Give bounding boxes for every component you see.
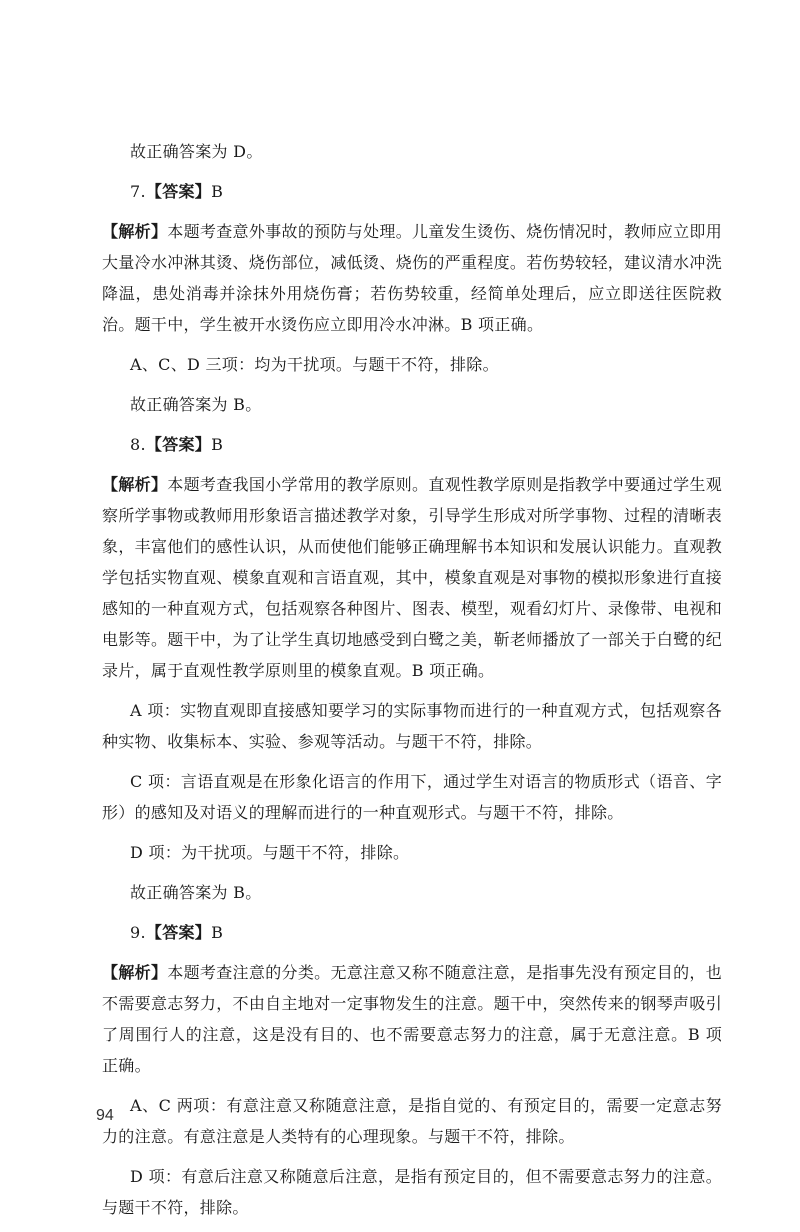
analysis-text: 本题考查意外事故的预防与处理。儿童发生烫伤、烧伤情况时，教师应立即用大量冷水冲淋其烫、烧伤部位，减低烫、烧伤的严重程度。若伤势较轻，建议清水冲洗降温，患处消毒并涂抹外用烧伤膏；若伤势较重，经简单处理后，应立即送往医院救治。题干中，学生被开水烫伤应立即用冷水冲淋。B 项正确。 (102, 222, 722, 334)
bracket-close: 】 (194, 923, 212, 942)
analysis-label: 解析 (118, 222, 151, 241)
paragraph-text: D 项：有意后注意又称随意后注意，是指有预定目的，但不需要意志努力的注意。与题干不符，排除。 (102, 1167, 722, 1217)
answer-label: 答案 (162, 923, 195, 942)
answer-line-7 (102, 176, 722, 207)
body-text (102, 136, 722, 1232)
bracket-close: 】 (194, 435, 212, 454)
paragraph (102, 349, 722, 380)
answer-label: 答案 (162, 435, 195, 454)
answer-line-8 (102, 429, 722, 460)
bracket-open: 【 (102, 963, 119, 982)
paragraph-text: D 项：为干扰项。与题干不符，排除。 (130, 843, 410, 862)
answer-value: B (211, 182, 224, 201)
paragraph (102, 766, 722, 828)
answer-line-9 (102, 917, 722, 948)
paragraph (102, 1090, 722, 1152)
question-number: 9. (130, 923, 146, 942)
analysis-paragraph-9 (102, 957, 722, 1081)
analysis-text: 本题考查注意的分类。无意注意又称不随意注意，是指事先没有预定目的，也不需要意志努力，不由自主地对一定事物发生的注意。题干中，突然传来的钢琴声吸引了周围行人的注意，这是没有目的、也不需要意志努力的注意，属于无意注意。B 项正确。 (102, 963, 722, 1075)
paragraph-text: 故正确答案为 D。 (130, 142, 263, 161)
question-number: 7. (130, 182, 146, 201)
paragraph (102, 695, 722, 757)
answer-value: B (211, 923, 224, 942)
analysis-label: 解析 (118, 963, 151, 982)
page-number: 94 (96, 1107, 114, 1124)
bracket-open: 【 (145, 182, 163, 201)
paragraph (102, 136, 722, 167)
paragraph (102, 877, 722, 908)
bracket-open: 【 (102, 475, 119, 494)
question-number: 8. (130, 435, 146, 454)
bracket-close: 】 (194, 182, 212, 201)
analysis-label: 解析 (118, 475, 151, 494)
answer-label: 答案 (162, 182, 195, 201)
bracket-close: 】 (150, 222, 168, 241)
analysis-text: 本题考查我国小学常用的教学原则。直观性教学原则是指教学中要通过学生观察所学事物或教师用形象语言描述教学对象，引导学生形成对所学事物、过程的清晰表象，丰富他们的感性认识，从而使他们能够正确理解书本知识和发展认识能力。直观教学包括实物直观、模象直观和言语直观，其中，模象直观是对事物的模拟形象进行直接感知的一种直观方式，包括观察各种图片、图表、模型，观看幻灯片、录像带、电视和电影等。题干中，为了让学生真切地感受到白鹭之美，靳老师播放了一部关于白鹭的纪录片，属于直观性教学原则里的模象直观。B 项正确。 (102, 475, 722, 680)
paragraph-text: A、C、D 三项：均为干扰项。与题干不符，排除。 (130, 355, 499, 374)
bracket-open: 【 (102, 222, 119, 241)
bracket-close: 】 (150, 475, 168, 494)
paragraph-text: C 项：言语直观是在形象化语言的作用下，通过学生对语言的物质形式（语音、字形）的感知及对语义的理解而进行的一种直观形式。与题干不符，排除。 (102, 772, 722, 822)
paragraph (102, 1161, 722, 1223)
bracket-open: 【 (145, 923, 163, 942)
bracket-close: 】 (150, 963, 168, 982)
paragraph (102, 837, 722, 868)
paragraph-text: 故正确答案为 B。 (130, 883, 262, 902)
paragraph-text: 故正确答案为 B。 (130, 395, 262, 414)
bracket-open: 【 (145, 435, 163, 454)
answer-value: B (211, 435, 224, 454)
analysis-paragraph-7 (102, 216, 722, 340)
paragraph-text: A 项：实物直观即直接感知要学习的实际事物而进行的一种直观方式，包括观察各种实物、收集标本、实验、参观等活动。与题干不符，排除。 (102, 701, 722, 751)
analysis-paragraph-8 (102, 469, 722, 686)
paragraph-text: A、C 两项：有意注意又称随意注意，是指自觉的、有预定目的，需要一定意志努力的注意。有意注意是人类特有的心理现象。与题干不符，排除。 (102, 1096, 722, 1146)
paragraph (102, 389, 722, 420)
